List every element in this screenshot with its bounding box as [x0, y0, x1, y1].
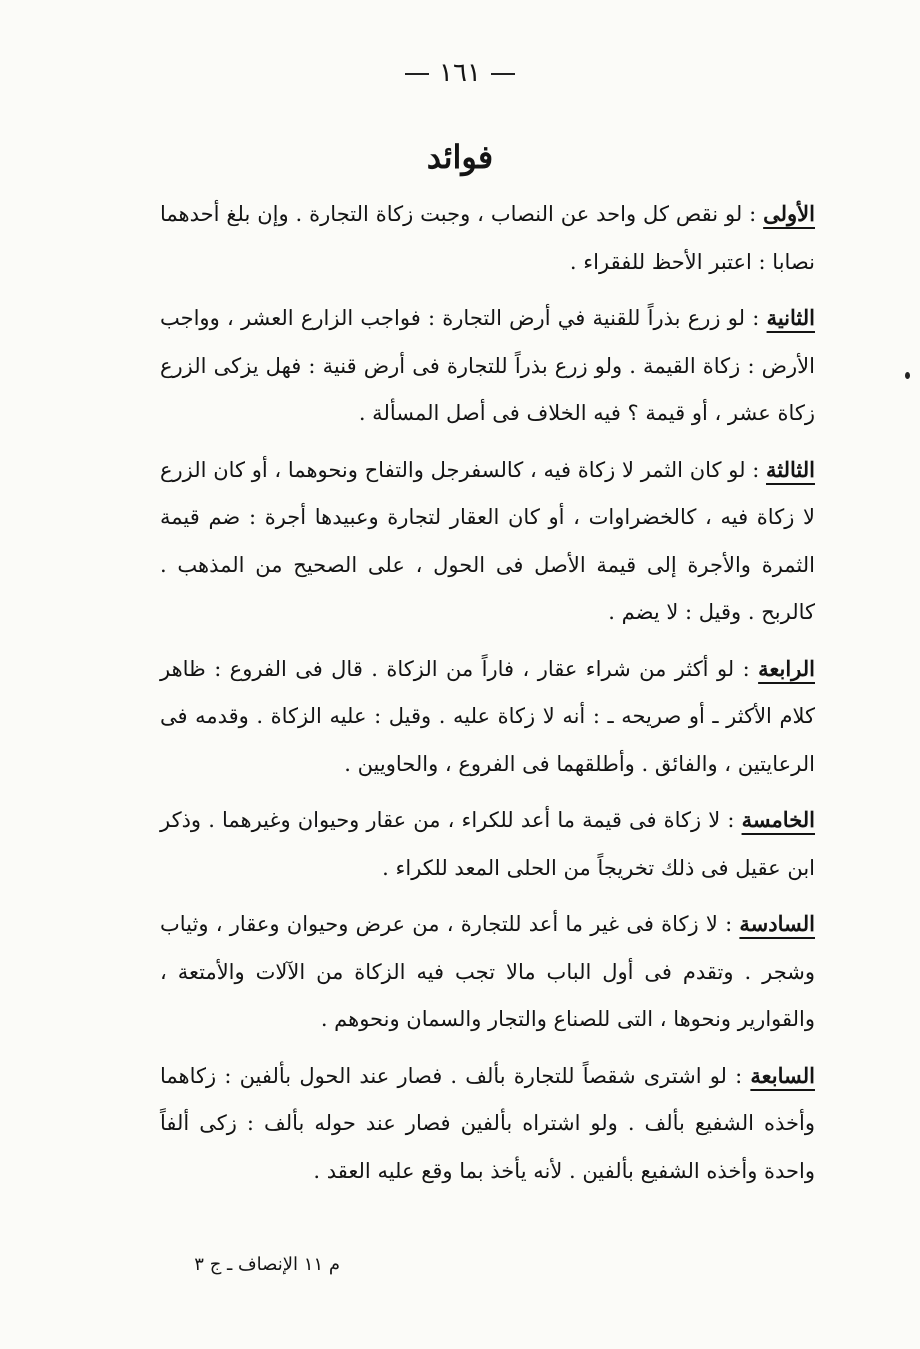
paragraph-seventh — [160, 1052, 815, 1196]
section-heading: فوائد — [426, 138, 494, 176]
paragraph-lead: الرابعة — [758, 655, 815, 681]
paragraph-text: : لو زرع بذراً للقنية في أرض التجارة : فواجب الزارع العشر ، وواجب الأرض : زكاة القيمة . ولو زرع بذراً للتجارة فى أرض قنية : فهل يزكى الزرع زكاة عشر ، أو قيمة ؟ فيه الخلاف فى أصل المسألة . — [160, 306, 815, 425]
paragraph-third — [160, 446, 815, 637]
paragraph-lead: الخامسة — [741, 807, 815, 832]
page-number-dash-left — [405, 73, 429, 75]
paragraph-lead: الثانية — [766, 305, 815, 330]
paragraph-text: : لا زكاة فى قيمة ما أعد للكراء ، من عقار وحيوان وغيرهما . وذكر ابن عقيل فى ذلك تخريجاً من الحلى المعد للكراء . — [160, 808, 815, 880]
paragraph-fifth — [160, 796, 815, 892]
page-number — [0, 58, 920, 88]
page-number-dash-right — [491, 73, 515, 75]
paragraph-text: : لا زكاة فى غير ما أعد للتجارة ، من عرض وحيوان وعقار ، وثياب وشجر . وتقدم فى أول الباب مالا تجب فيه الزكاة من الآلات والأمتعة ، والقوارير ونحوها ، التى للصناع والتجار والسمان ونحوهم . — [160, 912, 815, 1031]
page-number-text: ١٦١ — [439, 58, 481, 88]
footer-signature: م ١١ الإنصاف ـ ج ٣ — [194, 1254, 340, 1275]
paragraph-text: : لو نقص كل واحد عن النصاب ، وجبت زكاة التجارة . وإن بلغ أحدهما نصابا : اعتبر الأحظ للفقراء . — [160, 202, 815, 274]
paragraph-lead: السابعة — [750, 1062, 815, 1088]
scan-speck — [905, 372, 910, 379]
paragraph-lead: الأولى — [763, 201, 815, 226]
paragraph-text: : لو اشترى شقصاً للتجارة بألف . فصار عند الحول بألفين : زكاهما وأخذه الشفيع بألف . ولو اشتراه بألفين فصار عند حوله بألف : زكى ألفاً واحدة وأخذه الشفيع بألفين . لأنه يأخذ بما وقع عليه العقد . — [160, 1063, 815, 1183]
paragraph-second — [160, 294, 815, 438]
paragraph-first — [160, 190, 815, 286]
paragraph-text: : لو أكثر من شراء عقار ، فاراً من الزكاة . قال فى الفروع : ظاهر كلام الأكثر ـ أو صريحه ـ : أنه لا زكاة عليه . وقيل : عليه الزكاة . وقدمه فى الرعايتين ، والفائق . وأطلقهما فى الفروع ، والحاويين . — [160, 656, 815, 776]
paragraph-lead: السادسة — [739, 911, 815, 936]
paragraph-text: : لو كان الثمر لا زكاة فيه ، كالسفرجل والتفاح ونحوهما ، أو كان الزرع لا زكاة فيه ، كالخضراوات ، أو كان العقار لتجارة وعبيدها أجرة : ضم قيمة الثمرة والأجرة إلى قيمة الأصل فى الحول ، على الصحيح من المذهب . كالربح . وقيل : لا يضم . — [160, 457, 815, 624]
paragraph-lead: الثالثة — [766, 456, 815, 482]
body-text — [160, 190, 815, 1195]
paragraph-sixth — [160, 900, 815, 1044]
paragraph-fourth — [160, 645, 815, 789]
